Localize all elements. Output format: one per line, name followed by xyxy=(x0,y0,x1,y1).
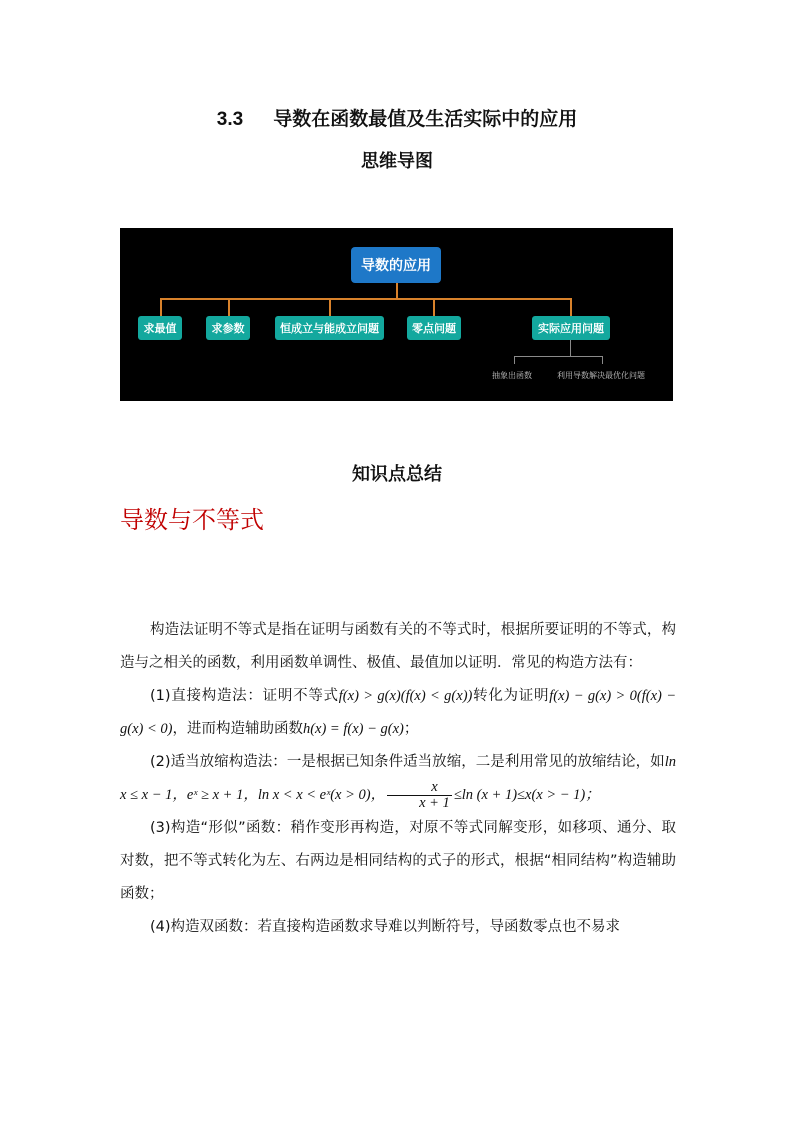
mindmap-node-always-holds: 恒成立与能成立问题 xyxy=(275,316,384,340)
mindmap-leaf-optimization: 利用导数解决最优化问题 xyxy=(557,371,645,380)
mindmap-node-practical: 实际应用问题 xyxy=(532,316,610,340)
method-2-formula-1: ln x ≤ x − 1，eˣ ≥ x + 1，ln x < x < eˣ(x > 0)， xyxy=(120,754,676,803)
document-title xyxy=(0,104,794,131)
mindmap-node-zero-point: 零点问题 xyxy=(407,316,461,340)
connector-child-4 xyxy=(433,298,435,316)
method-1-paragraph xyxy=(120,680,676,746)
method-1-formula-3: h(x) = f(x) − g(x) xyxy=(302,721,404,737)
method-2-paragraph xyxy=(120,746,676,812)
section-number: 3.3 xyxy=(216,109,244,130)
mindmap-node-max-min: 求最值 xyxy=(138,316,182,340)
fraction-denominator: x + 1 xyxy=(419,794,450,811)
intro-paragraph: 构造法证明不等式是指在证明与函数有关的不等式时，根据所要证明的不等式，构造与之相关的函数，利用函数单调性、极值、最值加以证明．常见的构造方法有： xyxy=(120,622,676,671)
section-title: 导数在函数最值及生活实际中的应用 xyxy=(273,108,578,130)
mindmap-leaf-abstract-function: 抽象出函数 xyxy=(492,371,532,380)
connector-leaf-down xyxy=(570,340,571,356)
method-2-formula-2: ≤ln (x + 1)≤x(x > − 1)； xyxy=(453,787,600,803)
connector-leaf-horizontal xyxy=(514,356,603,357)
connector-leaf-1 xyxy=(514,356,515,364)
method-2-fraction xyxy=(387,780,452,811)
mindmap-heading: 思维导图 xyxy=(361,151,433,172)
connector-child-3 xyxy=(329,298,331,316)
connector-horizontal xyxy=(160,298,571,300)
method-4-paragraph: (4)构造双函数：若直接构造函数求导难以判断符号，导函数零点也不易求 xyxy=(150,919,621,935)
method-3-paragraph: (3)构造“形似”函数：稍作变形再构造，对原不等式同解变形，如移项、通分、取对数，把不等式转化为左、右两边是相同结构的式子的形式，根据“相同结构”构造辅助函数； xyxy=(120,820,676,902)
method-1-formula-2: f(x) − g(x) > 0(f(x) − g(x) < 0) xyxy=(120,688,677,737)
connector-root-down xyxy=(396,283,398,299)
method-1-text-a: (1)直接构造法：证明不等式 xyxy=(150,688,339,704)
connector-child-5 xyxy=(570,298,572,316)
connector-child-2 xyxy=(228,298,230,316)
method-1-text-d: ； xyxy=(403,721,419,737)
body-text xyxy=(120,614,676,944)
connector-leaf-2 xyxy=(602,356,603,364)
fraction-numerator: x xyxy=(387,780,452,796)
method-1-text-c: ，进而构造辅助函数 xyxy=(172,721,303,737)
method-2-text: (2)适当放缩构造法：一是根据已知条件适当放缩，二是利用常见的放缩结论，如 xyxy=(150,754,665,770)
method-1-text-b: 转化为证明 xyxy=(472,688,550,704)
mindmap-root-node: 导数的应用 xyxy=(351,247,441,283)
knowledge-summary-title: 知识点总结 xyxy=(352,464,442,485)
topic-heading: 导数与不等式 xyxy=(120,506,264,534)
connector-child-1 xyxy=(160,298,162,316)
method-1-formula-1: f(x) > g(x)(f(x) < g(x)) xyxy=(338,688,473,704)
mindmap-node-parameter: 求参数 xyxy=(206,316,250,340)
mind-map-diagram xyxy=(120,228,673,401)
